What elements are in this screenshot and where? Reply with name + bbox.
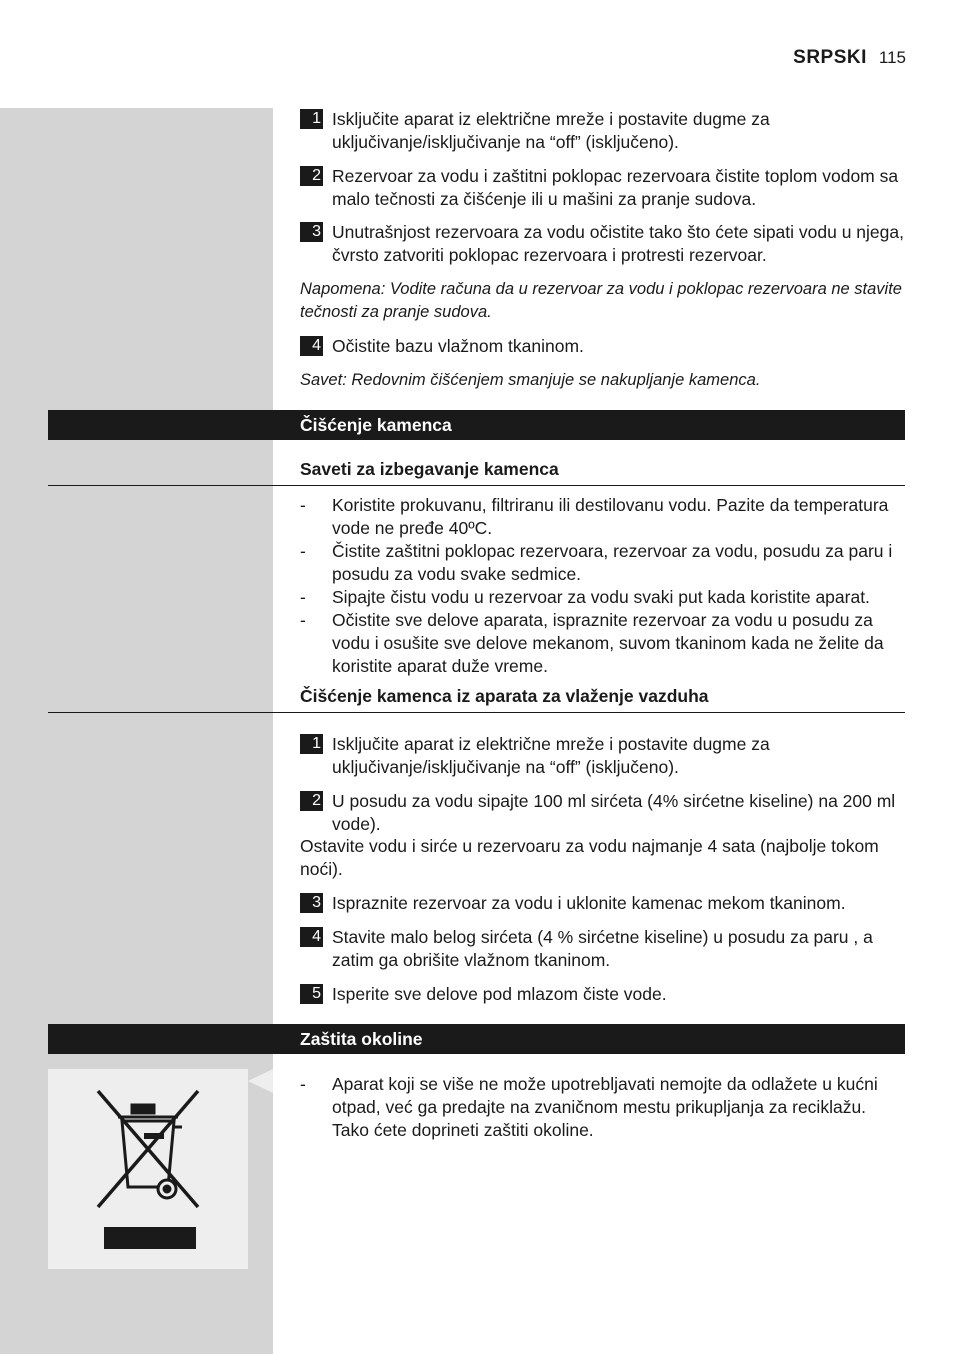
step-text: Isperite sve delove pod mlazom čiste vode. [332, 984, 667, 1004]
divider [48, 485, 905, 486]
note-detergent: Napomena: Vodite računa da u rezervoar za vodu i poklopac rezervoara ne stavite tečnosti za pranje sudova. [300, 280, 902, 321]
recycling-illustration [48, 1069, 248, 1269]
list-item-text: Aparat koji se više ne može upotrebljavati nemojte da odlažete u kućni otpad, već ga predajte na zvaničnom mestu prikupljanja za reciklažu. Tako ćete doprineti zaštiti okoline. [332, 1074, 878, 1140]
step-number: 3 [300, 893, 323, 913]
step-text: Isključite aparat iz električne mreže i postavite dugme za uključivanje/isključivanje na “off” (isključeno). [332, 109, 770, 152]
divider [48, 712, 905, 713]
wait-instruction: Ostavite vodu i sirće u rezervoaru za vodu najmanje 4 sata (najbolje tokom noći). [300, 836, 879, 879]
descale-step-2 [300, 790, 906, 836]
step-text: Isključite aparat iz električne mreže i postavite dugme za uključivanje/isključivanje na “off” (isključeno). [332, 734, 770, 777]
list-item-text: Očistite sve delove aparata, ispraznite rezervoar za vodu u posudu za vodu i osušite sve delove mekanom, suvom tkaninom kada ne želite da koristite aparat duže vreme. [332, 610, 884, 676]
page-header [793, 47, 906, 69]
step-number: 5 [300, 984, 323, 1004]
list-item-text: Čistite zaštitni poklopac rezervoara, rezervoar za vodu, posudu za paru i posudu za vodu svake sedmice. [332, 541, 893, 584]
section-bar-environment [48, 1024, 905, 1054]
step-text: Očistite bazu vlažnom tkaninom. [332, 336, 584, 356]
list-item-text: Sipajte čistu vodu u rezervoar za vodu svaki put kada koristite aparat. [332, 587, 870, 607]
descale-step-1 [300, 733, 906, 779]
bullet-dash: - [300, 541, 306, 561]
list-item [300, 494, 906, 540]
step-number: 4 [300, 927, 323, 947]
bullet-dash: - [300, 495, 306, 515]
cleaning-step-2 [300, 165, 906, 211]
bullet-dash: - [300, 587, 306, 607]
bullet-dash: - [300, 1074, 306, 1094]
list-item [300, 540, 906, 586]
step-text: U posudu za vodu sipajte 100 ml sirćeta (4% sirćetne kiseline) na 200 ml vode). [332, 791, 896, 834]
section-title: Čišćenje kamenca [300, 415, 452, 435]
language-label: SRPSKI [793, 47, 867, 68]
step-number: 4 [300, 336, 323, 356]
step-text: Ispraznite rezervoar za vodu i uklonite kamenac mekom tkaninom. [332, 893, 846, 913]
cleaning-step-4 [300, 335, 906, 358]
descale-step-5 [300, 983, 906, 1006]
step-number: 2 [300, 791, 323, 811]
list-item [300, 1073, 906, 1142]
step-number: 2 [300, 166, 323, 186]
step-number: 3 [300, 222, 323, 242]
subhead-descale-humidifier: Čišćenje kamenca iz aparata za vlaženje vazduha [300, 686, 709, 706]
page-number: 115 [878, 48, 906, 67]
section-title: Zaštita okoline [300, 1029, 423, 1049]
step-text: Unutrašnjost rezervoara za vodu očistite tako što ćete sipati vodu u njega, čvrsto zatvoriti poklopac rezervoara i protresti rezervoar. [332, 222, 904, 265]
step-number: 1 [300, 734, 323, 754]
bullet-dash: - [300, 610, 306, 630]
step-text: Stavite malo belog sirćeta (4 % sirćetne kiseline) u posudu za paru , a zatim ga obrišite vlažnom tkaninom. [332, 927, 873, 970]
callout-pointer [248, 1069, 273, 1093]
environment-list [300, 1073, 906, 1142]
cleaning-step-3 [300, 221, 906, 267]
list-item [300, 586, 906, 609]
subhead-avoid-scale: Saveti za izbegavanje kamenca [300, 459, 559, 479]
descale-step-4 [300, 926, 906, 972]
cleaning-step-1 [300, 108, 906, 154]
step-number: 1 [300, 109, 323, 129]
list-item-text: Koristite prokuvanu, filtriranu ili destilovanu vodu. Pazite da temperatura vode ne pređe 40ºC. [332, 495, 889, 538]
tip-regular-cleaning: Savet: Redovnim čišćenjem smanjuje se nakupljanje kamenca. [300, 371, 761, 389]
section-bar-descaling [48, 410, 905, 440]
step-text: Rezervoar za vodu i zaštitni poklopac rezervoara čistite toplom vodom sa malo tečnosti za čišćenje ili u mašini za pranje sudova. [332, 166, 899, 209]
descale-step-3 [300, 892, 906, 915]
crossed-out-wheelie-bin-icon [48, 1069, 248, 1269]
tips-list [300, 494, 906, 678]
list-item [300, 609, 906, 678]
